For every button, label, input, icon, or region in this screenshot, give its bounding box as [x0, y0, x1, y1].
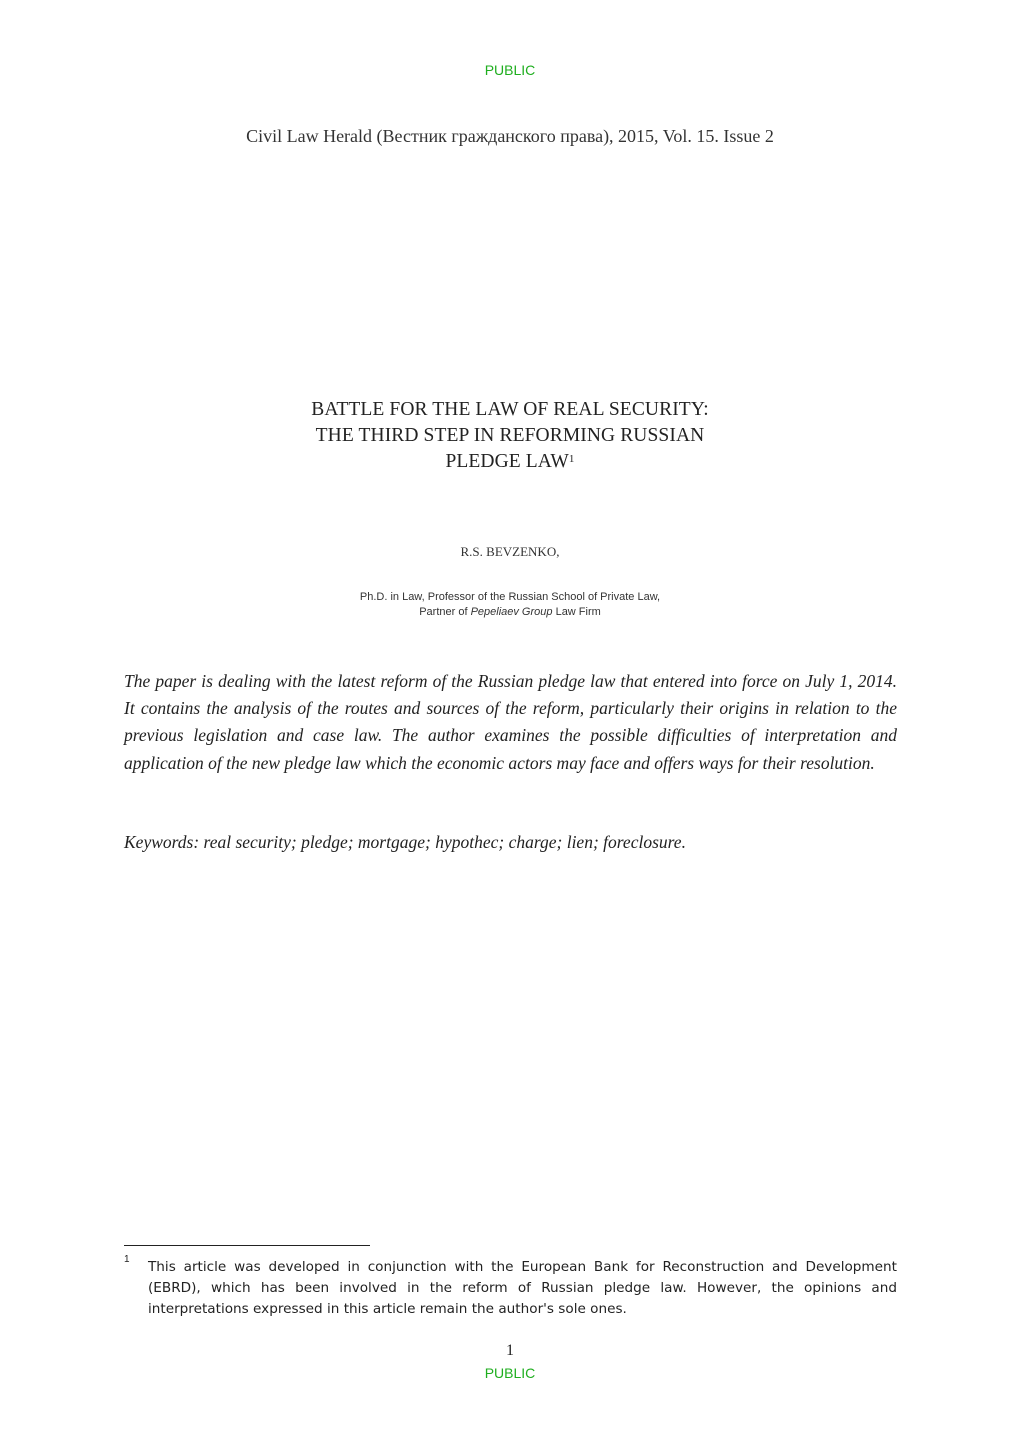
article-title	[0, 397, 1020, 475]
affiliation-prefix: Partner of	[419, 606, 471, 618]
title-line-1: BATTLE FOR THE LAW OF REAL SECURITY:	[311, 399, 709, 420]
title-line-2: THE THIRD STEP IN REFORMING RUSSIAN	[315, 425, 705, 446]
footnote-marker: 1	[124, 1254, 130, 1265]
author-affiliation	[0, 590, 1020, 620]
affiliation-suffix: Law Firm	[552, 606, 601, 618]
title-line-3-text: PLEDGE LAW	[445, 451, 569, 472]
footnote-separator	[124, 1245, 370, 1246]
affiliation-line-2	[0, 605, 1020, 620]
footnote-text: This article was developed in conjunction with the European Bank for Reconstruction and Development (EBRD), which has been involved in the reform of Russian pledge law. However, the opinions and interpretations expressed in this article remain the author's sole ones.	[148, 1259, 897, 1317]
title-line-3	[0, 449, 1020, 475]
abstract-paragraph: The paper is dealing with the latest reform of the Russian pledge law that entered into force on July 1, 2014. It contains the analysis of the routes and sources of the reform, particularly their origins in relation to the previous legislation and case law. The author examines the possible difficulties of interpretation and application of the new pledge law which the economic actors may face and offers ways for their resolution.	[124, 671, 897, 773]
keywords-paragraph: Keywords: real security; pledge; mortgage; hypothec; charge; lien; foreclosure.	[124, 832, 686, 852]
running-header: Civil Law Herald (Вестник гражданского права), 2015, Vol. 15. Issue 2	[246, 126, 774, 146]
affiliation-line-1: Ph.D. in Law, Professor of the Russian School of Private Law,	[359, 591, 661, 603]
affiliation-firm-name: Pepeliaev Group	[470, 606, 553, 618]
page-number: 1	[506, 1342, 514, 1359]
title-footnote-ref[interactable]: 1	[568, 453, 575, 465]
classification-label-bottom: PUBLIC	[484, 1365, 536, 1381]
author-name: R.S. BEVZENKO,	[460, 544, 560, 559]
classification-label-top: PUBLIC	[484, 62, 536, 78]
